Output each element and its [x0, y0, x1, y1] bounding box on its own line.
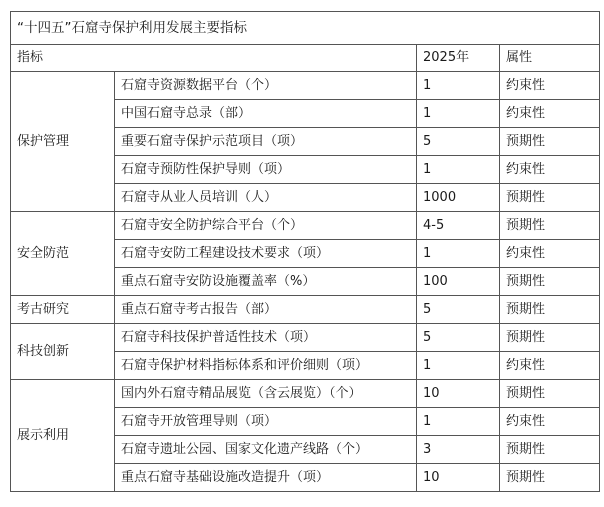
header-attribute: 属性	[500, 45, 600, 72]
target-value-cell: 1	[417, 72, 500, 100]
target-value-cell: 1	[417, 100, 500, 128]
category-cell: 考古研究	[11, 296, 115, 324]
attribute-cell: 预期性	[500, 268, 600, 296]
target-value-cell: 100	[417, 268, 500, 296]
target-value-cell: 10	[417, 380, 500, 408]
category-cell: 保护管理	[11, 72, 115, 212]
target-value-cell: 1	[417, 156, 500, 184]
attribute-cell: 预期性	[500, 436, 600, 464]
indicator-name-cell: 重点石窟寺基础设施改造提升（项）	[115, 464, 417, 492]
attribute-cell: 约束性	[500, 408, 600, 436]
attribute-cell: 约束性	[500, 352, 600, 380]
category-cell: 展示利用	[11, 380, 115, 492]
indicator-name-cell: 重点石窟寺安防设施覆盖率（%）	[115, 268, 417, 296]
target-value-cell: 10	[417, 464, 500, 492]
attribute-cell: 约束性	[500, 72, 600, 100]
indicator-name-cell: 重点石窟寺考古报告（部）	[115, 296, 417, 324]
header-indicator: 指标	[11, 45, 417, 72]
target-value-cell: 1000	[417, 184, 500, 212]
attribute-cell: 预期性	[500, 296, 600, 324]
target-value-cell: 5	[417, 296, 500, 324]
table-title: “十四五”石窟寺保护利用发展主要指标	[11, 12, 600, 45]
target-value-cell: 5	[417, 128, 500, 156]
table-row	[11, 380, 600, 408]
category-cell: 安全防范	[11, 212, 115, 296]
table-row	[11, 212, 600, 240]
indicator-name-cell: 石窟寺资源数据平台（个）	[115, 72, 417, 100]
attribute-cell: 约束性	[500, 156, 600, 184]
indicator-name-cell: 中国石窟寺总录（部）	[115, 100, 417, 128]
target-value-cell: 4-5	[417, 212, 500, 240]
indicator-name-cell: 石窟寺遗址公园、国家文化遗产线路（个）	[115, 436, 417, 464]
attribute-cell: 预期性	[500, 184, 600, 212]
caption-row	[11, 12, 600, 45]
attribute-cell: 约束性	[500, 240, 600, 268]
table-row	[11, 296, 600, 324]
attribute-cell: 预期性	[500, 212, 600, 240]
indicator-name-cell: 石窟寺安防工程建设技术要求（项）	[115, 240, 417, 268]
attribute-cell: 预期性	[500, 464, 600, 492]
attribute-cell: 预期性	[500, 380, 600, 408]
indicator-name-cell: 石窟寺预防性保护导则（项）	[115, 156, 417, 184]
target-value-cell: 3	[417, 436, 500, 464]
target-value-cell: 1	[417, 408, 500, 436]
indicators-table	[10, 11, 600, 492]
indicator-name-cell: 石窟寺保护材料指标体系和评价细则（项）	[115, 352, 417, 380]
target-value-cell: 1	[417, 352, 500, 380]
header-year: 2025年	[417, 45, 500, 72]
header-row	[11, 45, 600, 72]
target-value-cell: 5	[417, 324, 500, 352]
category-cell: 科技创新	[11, 324, 115, 380]
table-row	[11, 324, 600, 352]
indicator-name-cell: 重要石窟寺保护示范项目（项）	[115, 128, 417, 156]
indicator-name-cell: 石窟寺科技保护普适性技术（项）	[115, 324, 417, 352]
attribute-cell: 约束性	[500, 100, 600, 128]
table-row	[11, 72, 600, 100]
attribute-cell: 预期性	[500, 324, 600, 352]
indicator-name-cell: 石窟寺从业人员培训（人）	[115, 184, 417, 212]
indicator-name-cell: 国内外石窟寺精品展览（含云展览）（个）	[115, 380, 417, 408]
indicator-name-cell: 石窟寺开放管理导则（项）	[115, 408, 417, 436]
attribute-cell: 预期性	[500, 128, 600, 156]
target-value-cell: 1	[417, 240, 500, 268]
indicator-name-cell: 石窟寺安全防护综合平台（个）	[115, 212, 417, 240]
